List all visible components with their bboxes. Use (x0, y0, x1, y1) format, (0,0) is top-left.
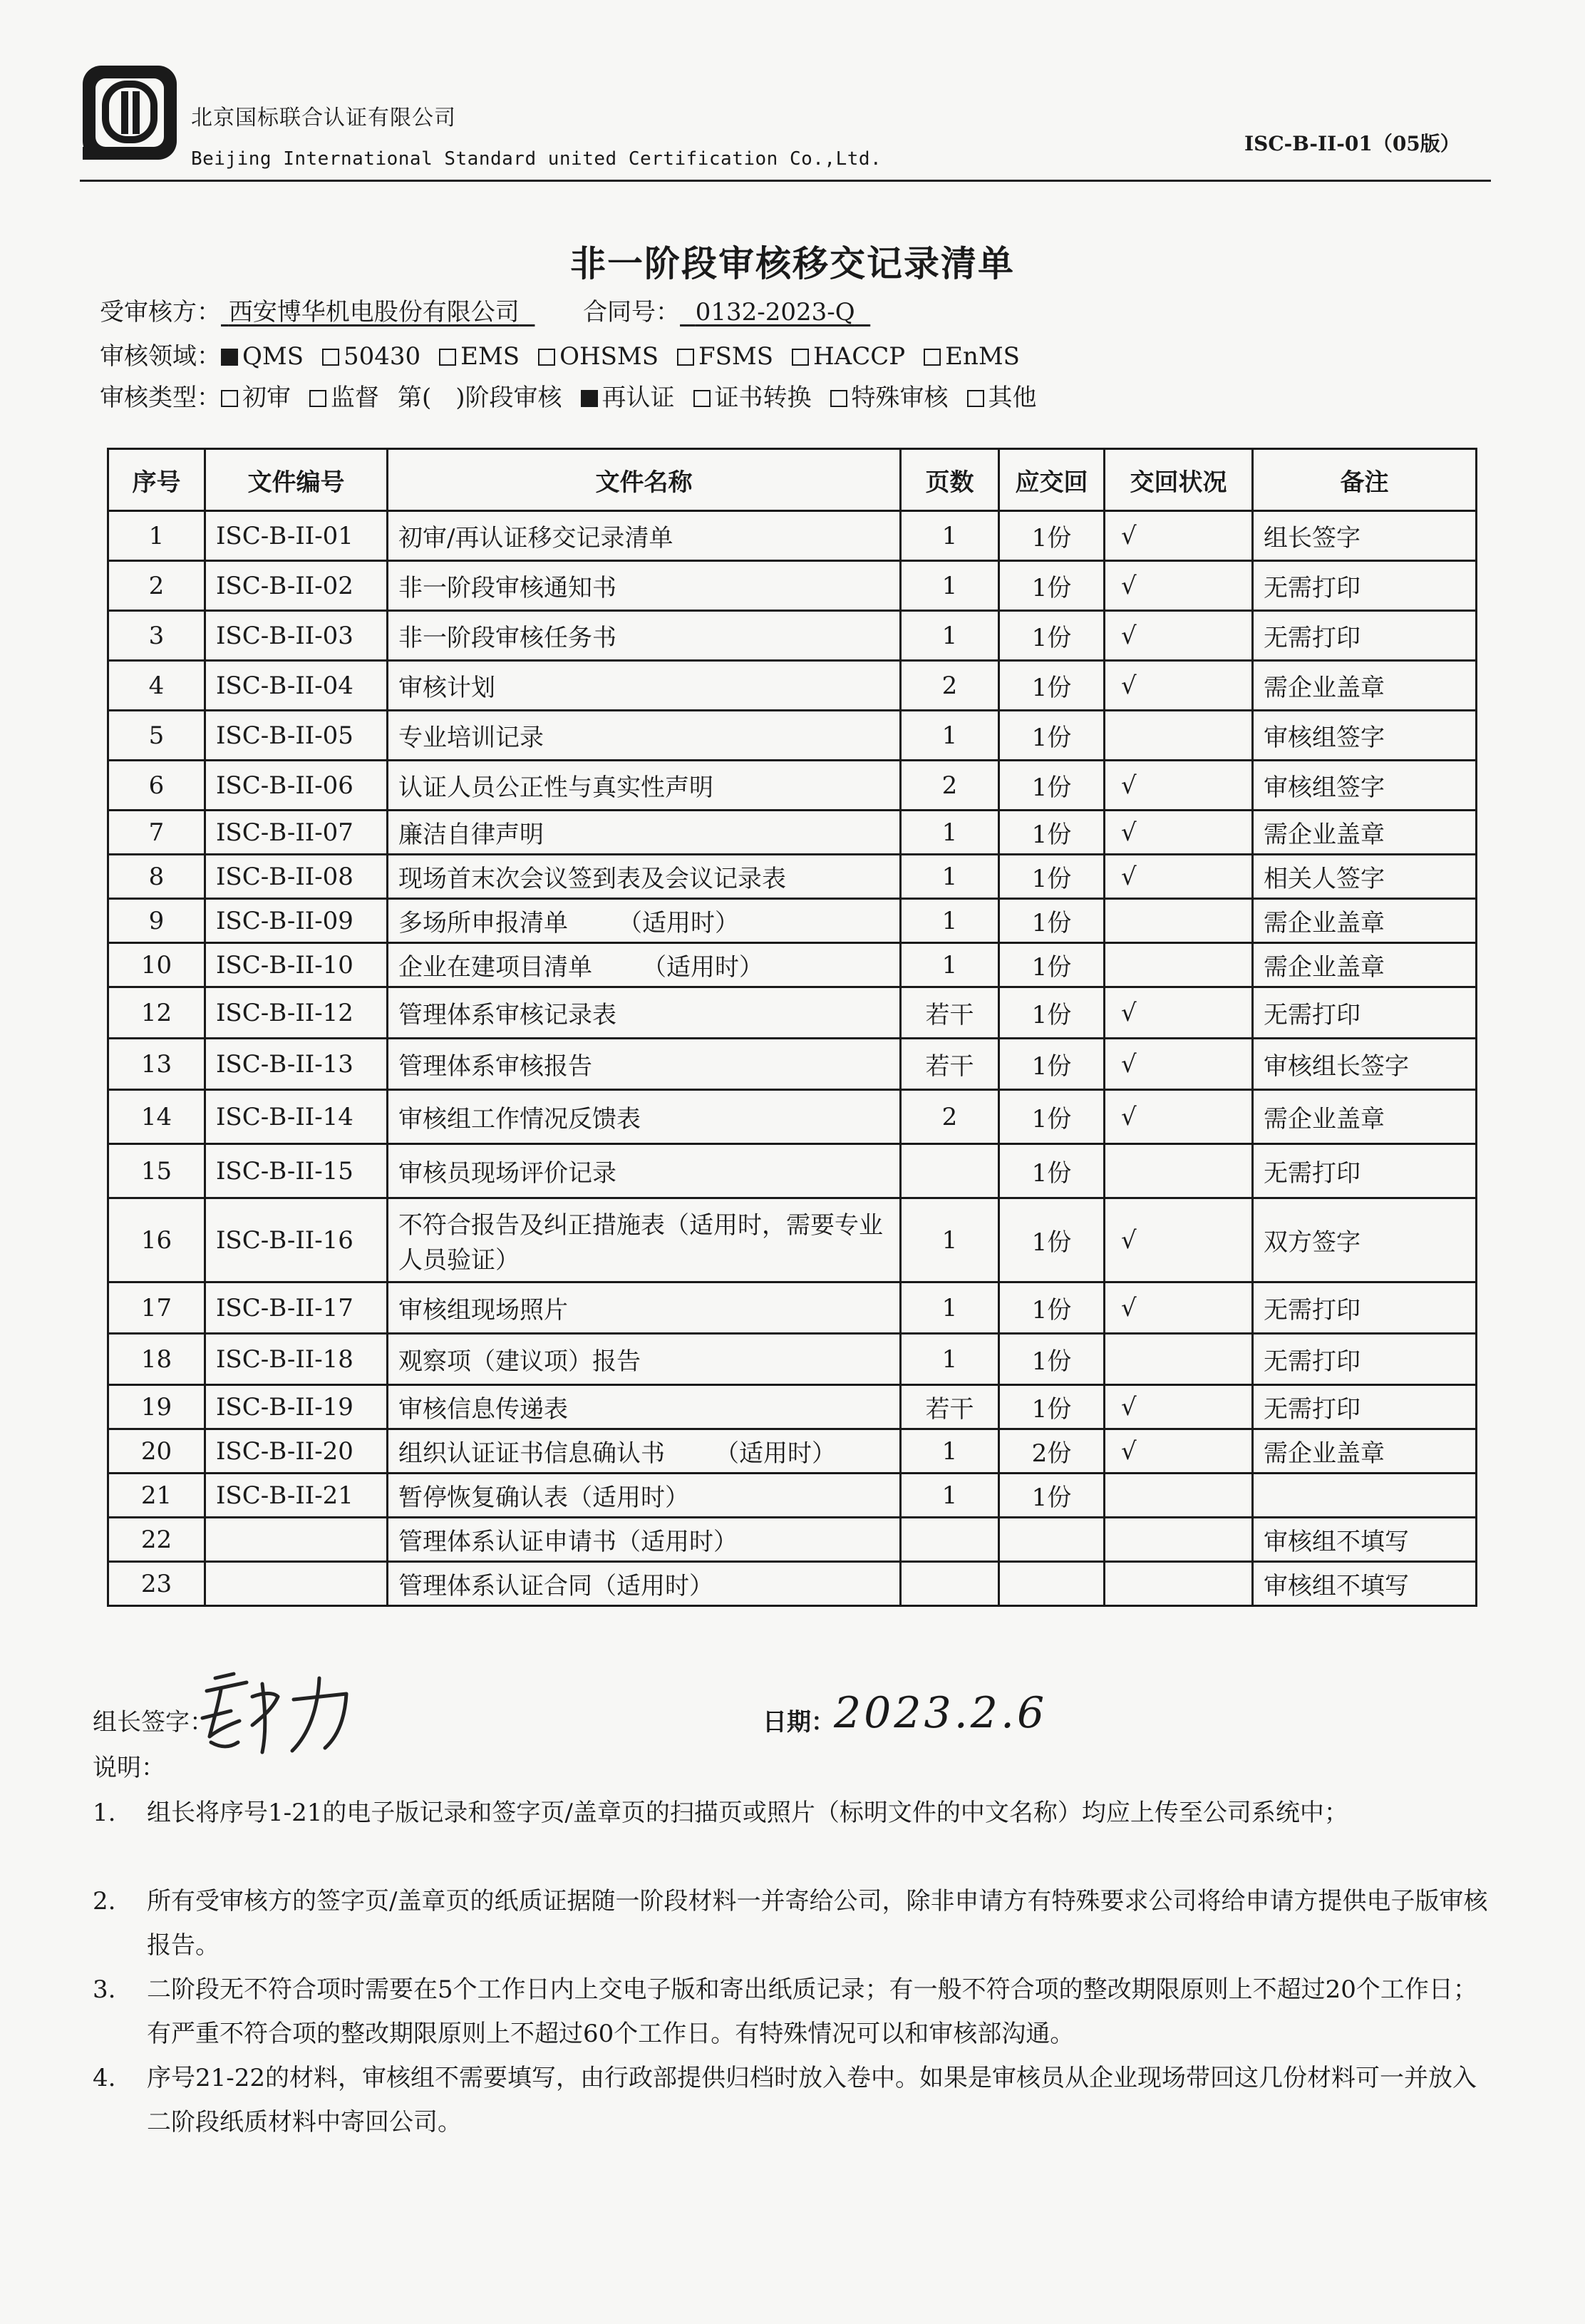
row-number-cell: 8 (108, 855, 205, 899)
row-number-cell: 2 (108, 561, 205, 611)
audit-field-option[interactable] (677, 342, 773, 371)
file-code-cell: ISC-B-II-08 (205, 855, 388, 899)
file-code-cell: ISC-B-II-09 (205, 899, 388, 943)
header-divider (80, 180, 1491, 182)
file-code-cell: ISC-B-II-01 (205, 511, 388, 561)
table-header-row (108, 449, 1477, 511)
unchecked-box-icon[interactable] (322, 349, 339, 366)
copies-due-cell: 2份 (999, 1429, 1105, 1474)
return-status-cell (1105, 1562, 1253, 1606)
file-code-cell: ISC-B-II-10 (205, 943, 388, 987)
page-count-cell: 若干 (901, 987, 999, 1039)
row-number-cell: 15 (108, 1144, 205, 1198)
audit-field-option-label: HACCP (813, 342, 906, 371)
row-number-cell: 4 (108, 661, 205, 711)
audit-field-option-label: 50430 (343, 342, 421, 371)
row-number-cell: 18 (108, 1334, 205, 1385)
applicability-note: （适用时） (642, 953, 763, 982)
audit-type-option-label: 监督 (331, 384, 379, 412)
file-code-cell: ISC-B-II-12 (205, 987, 388, 1039)
remark-cell: 审核组长签字 (1253, 1039, 1477, 1090)
remark-cell: 需企业盖章 (1253, 811, 1477, 855)
return-status-cell (1105, 943, 1253, 987)
row-number-cell: 17 (108, 1282, 205, 1334)
table-row (108, 561, 1477, 611)
remark-cell: 无需打印 (1253, 1282, 1477, 1334)
page-count-cell: 2 (901, 1090, 999, 1144)
page-count-cell (901, 1144, 999, 1198)
note-3: 3. 二阶段无不符合项时需要在5个工作日内上交电子版和寄出纸质记录；有一般不符合项的整改期限原则上不超过20个工作日；有严重不符合项的整改期限原则上不超过60个工作日。有特殊情况可以和审核部沟通。 (93, 1975, 1477, 2048)
date-label: 日期： (763, 1708, 835, 1737)
audit-field-option[interactable] (439, 342, 520, 371)
page-count-cell: 1 (901, 1474, 999, 1518)
remark-cell: 无需打印 (1253, 987, 1477, 1039)
row-number-cell: 7 (108, 811, 205, 855)
copies-due-cell: 1份 (999, 611, 1105, 661)
table-row (108, 1518, 1477, 1562)
table-row (108, 855, 1477, 899)
file-name-cell: 非一阶段审核任务书 (388, 611, 901, 661)
file-name-cell: 不符合报告及纠正措施表（适用时，需要专业人员验证） (388, 1198, 901, 1282)
table-row (108, 1562, 1477, 1606)
copies-due-cell: 1份 (999, 711, 1105, 761)
audit-field-option[interactable] (221, 342, 304, 371)
file-name-cell: 专业培训记录 (388, 711, 901, 761)
file-name-cell: 廉洁自律声明 (388, 811, 901, 855)
remark-cell: 组长签字 (1253, 511, 1477, 561)
transfer-records-table (107, 448, 1477, 1607)
copies-due-cell (999, 1562, 1105, 1606)
col-header-pages: 页数 (901, 449, 999, 511)
auditee-value: 西安博华机电股份有限公司 (228, 298, 520, 327)
row-number-cell: 9 (108, 899, 205, 943)
file-name-cell: 现场首末次会议签到表及会议记录表 (388, 855, 901, 899)
copies-due-cell: 1份 (999, 855, 1105, 899)
file-code-cell: ISC-B-II-02 (205, 561, 388, 611)
note-2: 2. 所有受审核方的签字页/盖章页的纸质证据随一阶段材料一并寄给公司，除非申请方有特殊要求公司将给申请方提供电子版审核报告。 (93, 1887, 1488, 1960)
copies-due-cell: 1份 (999, 1090, 1105, 1144)
audit-type-option[interactable] (693, 378, 812, 413)
return-status-cell (1105, 1334, 1253, 1385)
table-row (108, 943, 1477, 987)
return-status-cell (1105, 1518, 1253, 1562)
audit-field-option-label: FSMS (698, 342, 774, 371)
row-number-cell: 6 (108, 761, 205, 811)
file-name-cell: 非一阶段审核通知书 (388, 561, 901, 611)
return-status-cell (1105, 711, 1253, 761)
file-name-cell: 观察项（建议项）报告 (388, 1334, 901, 1385)
unchecked-box-icon[interactable] (967, 390, 984, 407)
audit-type-option-label: 证书转换 (714, 384, 812, 412)
file-code-cell: ISC-B-II-20 (205, 1429, 388, 1474)
table-row (108, 1282, 1477, 1334)
row-number-cell: 5 (108, 711, 205, 761)
file-name-cell: 管理体系审核记录表 (388, 987, 901, 1039)
unchecked-box-icon[interactable] (221, 390, 238, 407)
return-status-cell (1105, 1144, 1253, 1198)
return-status-cell: √ (1105, 1429, 1253, 1474)
remark-cell: 无需打印 (1253, 1334, 1477, 1385)
return-status-cell: √ (1105, 561, 1253, 611)
row-number-cell: 12 (108, 987, 205, 1039)
handwritten-signature (178, 1668, 363, 1761)
copies-due-cell: 1份 (999, 1039, 1105, 1090)
copies-due-cell: 1份 (999, 1474, 1105, 1518)
contract-value: 0132-2023-Q (695, 298, 855, 327)
page-count-cell (901, 1518, 999, 1562)
return-status-cell: √ (1105, 987, 1253, 1039)
file-code-cell: ISC-B-II-16 (205, 1198, 388, 1282)
file-code-cell: ISC-B-II-13 (205, 1039, 388, 1090)
remark-cell: 审核组不填写 (1253, 1518, 1477, 1562)
col-header-copies: 应交回 (999, 449, 1105, 511)
file-name-cell: 审核组现场照片 (388, 1282, 901, 1334)
file-name-cell: 审核信息传递表 (388, 1385, 901, 1429)
page-count-cell: 若干 (901, 1039, 999, 1090)
audit-field-option[interactable] (924, 342, 1020, 371)
leader-signature-label: 组长签字： (93, 1708, 214, 1737)
file-name-cell: 管理体系认证申请书（适用时） (388, 1518, 901, 1562)
copies-due-cell: 1份 (999, 661, 1105, 711)
company-name-en: Beijing International Standard united Certification Co.,Ltd. (191, 148, 882, 170)
audit-type-option[interactable] (967, 378, 1037, 413)
file-code-cell: ISC-B-II-05 (205, 711, 388, 761)
audit-field-options (221, 342, 1038, 371)
page-count-cell: 1 (901, 1198, 999, 1282)
copies-due-cell: 1份 (999, 899, 1105, 943)
remark-cell: 审核组签字 (1253, 711, 1477, 761)
audit-type-line (100, 378, 1055, 413)
audit-field-option-label: QMS (242, 342, 304, 371)
file-code-cell: ISC-B-II-15 (205, 1144, 388, 1198)
audit-type-option[interactable] (221, 378, 291, 413)
table-row (108, 1039, 1477, 1090)
applicability-note: （适用时） (618, 909, 739, 937)
file-code-cell (205, 1562, 388, 1606)
notes-label: 说明： (93, 1754, 165, 1782)
table-row (108, 1198, 1477, 1282)
file-code-cell: ISC-B-II-14 (205, 1090, 388, 1144)
return-status-cell: √ (1105, 1282, 1253, 1334)
audit-type-option-label: 初审 (242, 384, 291, 412)
audit-type-option-label: 再认证 (602, 384, 675, 412)
page-title: 非一阶段审核移交记录清单 (570, 242, 1015, 284)
return-status-cell: √ (1105, 1090, 1253, 1144)
remark-cell: 需企业盖章 (1253, 899, 1477, 943)
checked-box-icon[interactable] (581, 390, 598, 407)
audit-type-option-label: 特殊审核 (851, 384, 949, 412)
page-count-cell: 1 (901, 611, 999, 661)
return-status-cell: √ (1105, 611, 1253, 661)
col-header-remark: 备注 (1253, 449, 1477, 511)
audit-type-option-label: 第( )阶段审核 (398, 384, 562, 412)
col-header-code: 文件编号 (205, 449, 388, 511)
file-name-cell (388, 899, 901, 943)
page-count-cell (901, 1562, 999, 1606)
remark-cell: 无需打印 (1253, 611, 1477, 661)
copies-due-cell: 1份 (999, 987, 1105, 1039)
auditee-line (100, 292, 870, 327)
audit-field-label: 审核领域： (100, 342, 221, 371)
copies-due-cell: 1份 (999, 1334, 1105, 1385)
document-code: ISC-B-II-01（05版） (1244, 132, 1460, 155)
audit-field-option-label: EMS (460, 342, 520, 371)
file-name-cell: 审核组工作情况反馈表 (388, 1090, 901, 1144)
row-number-cell: 22 (108, 1518, 205, 1562)
note-4: 4. 序号21-22的材料，审核组不需要填写，由行政部提供归档时放入卷中。如果是审核员从企业现场带回这几份材料可一并放入二阶段纸质材料中寄回公司。 (93, 2064, 1477, 2137)
copies-due-cell: 1份 (999, 761, 1105, 811)
row-number-cell: 10 (108, 943, 205, 987)
copies-due-cell: 1份 (999, 1144, 1105, 1198)
file-name-text: 组织认证证书信息确认书 (398, 1439, 665, 1468)
table-row (108, 1144, 1477, 1198)
row-number-cell: 21 (108, 1474, 205, 1518)
unchecked-box-icon[interactable] (792, 349, 809, 366)
audit-type-option-label: 其他 (988, 384, 1037, 412)
file-name-text: 多场所申报清单 (398, 909, 568, 937)
file-code-cell (205, 1518, 388, 1562)
return-status-cell: √ (1105, 761, 1253, 811)
audit-field-option-label: EnMS (945, 342, 1020, 371)
table-row (108, 1429, 1477, 1474)
return-status-cell: √ (1105, 1198, 1253, 1282)
page-count-cell: 2 (901, 761, 999, 811)
row-number-cell: 14 (108, 1090, 205, 1144)
page-count-cell: 1 (901, 943, 999, 987)
auditee-label: 受审核方： (100, 298, 221, 327)
table-row (108, 811, 1477, 855)
audit-type-option[interactable] (830, 378, 949, 413)
copies-due-cell: 1份 (999, 1282, 1105, 1334)
isc-logo-icon (80, 63, 180, 163)
checked-box-icon[interactable] (221, 349, 238, 366)
file-name-cell: 管理体系认证合同（适用时） (388, 1562, 901, 1606)
page-count-cell: 1 (901, 1334, 999, 1385)
remark-cell: 需企业盖章 (1253, 1429, 1477, 1474)
table-row (108, 987, 1477, 1039)
col-header-name: 文件名称 (388, 449, 901, 511)
copies-due-cell: 1份 (999, 811, 1105, 855)
note-1: 1. 组长将序号1-21的电子版记录和签字页/盖章页的扫描页或照片（标明文件的中文名称）均应上传至公司系统中； (93, 1799, 1348, 1827)
page-count-cell: 1 (901, 811, 999, 855)
applicability-note: （适用时） (715, 1439, 836, 1468)
handwritten-date: 2023.2.6 (834, 1688, 1048, 1738)
file-name-text: 企业在建项目清单 (398, 953, 592, 982)
unchecked-box-icon[interactable] (830, 390, 847, 407)
audit-field-option[interactable] (792, 342, 905, 371)
row-number-cell: 20 (108, 1429, 205, 1474)
unchecked-box-icon[interactable] (693, 390, 711, 407)
return-status-cell: √ (1105, 855, 1253, 899)
audit-type-option[interactable] (309, 378, 379, 413)
remark-cell: 无需打印 (1253, 561, 1477, 611)
unchecked-box-icon[interactable] (677, 349, 694, 366)
file-name-cell (388, 943, 901, 987)
table-row (108, 1334, 1477, 1385)
audit-type-option[interactable] (581, 378, 675, 413)
return-status-cell: √ (1105, 811, 1253, 855)
table-row (108, 761, 1477, 811)
page-count-cell: 2 (901, 661, 999, 711)
copies-due-cell (999, 1518, 1105, 1562)
remark-cell: 需企业盖章 (1253, 661, 1477, 711)
unchecked-box-icon[interactable] (924, 349, 941, 366)
table-row (108, 1090, 1477, 1144)
return-status-cell: √ (1105, 1039, 1253, 1090)
file-code-cell: ISC-B-II-18 (205, 1334, 388, 1385)
col-header-status: 交回状况 (1105, 449, 1253, 511)
remark-cell: 需企业盖章 (1253, 1090, 1477, 1144)
table-row (108, 1385, 1477, 1429)
row-number-cell: 3 (108, 611, 205, 661)
remark-cell: 需企业盖章 (1253, 943, 1477, 987)
audit-type-options (221, 384, 1055, 412)
file-name-cell: 审核员现场评价记录 (388, 1144, 901, 1198)
audit-field-option[interactable] (322, 342, 420, 371)
remark-cell: 无需打印 (1253, 1385, 1477, 1429)
copies-due-cell: 1份 (999, 943, 1105, 987)
file-name-cell: 认证人员公正性与真实性声明 (388, 761, 901, 811)
audit-field-option-label: OHSMS (559, 342, 659, 371)
remark-cell: 双方签字 (1253, 1198, 1477, 1282)
file-code-cell: ISC-B-II-06 (205, 761, 388, 811)
table-row (108, 711, 1477, 761)
remark-cell: 审核组不填写 (1253, 1562, 1477, 1606)
col-header-no: 序号 (108, 449, 205, 511)
unchecked-box-icon[interactable] (538, 349, 555, 366)
return-status-cell: √ (1105, 661, 1253, 711)
file-name-cell: 暂停恢复确认表（适用时） (388, 1474, 901, 1518)
page-count-cell: 1 (901, 855, 999, 899)
file-name-cell: 管理体系审核报告 (388, 1039, 901, 1090)
audit-type-label: 审核类型： (100, 384, 221, 412)
copies-due-cell: 1份 (999, 1385, 1105, 1429)
file-code-cell: ISC-B-II-04 (205, 661, 388, 711)
audit-type-option[interactable] (398, 378, 562, 413)
contract-label: 合同号： (583, 298, 681, 327)
table-row (108, 899, 1477, 943)
table-row (108, 661, 1477, 711)
return-status-cell (1105, 1474, 1253, 1518)
return-status-cell: √ (1105, 1385, 1253, 1429)
page-count-cell: 1 (901, 711, 999, 761)
audit-field-option[interactable] (538, 342, 659, 371)
remark-cell: 无需打印 (1253, 1144, 1477, 1198)
page-count-cell: 1 (901, 1282, 999, 1334)
remark-cell (1253, 1474, 1477, 1518)
copies-due-cell: 1份 (999, 1198, 1105, 1282)
file-code-cell: ISC-B-II-19 (205, 1385, 388, 1429)
file-code-cell: ISC-B-II-03 (205, 611, 388, 661)
return-status-cell: √ (1105, 511, 1253, 561)
file-name-cell: 审核计划 (388, 661, 901, 711)
page-count-cell: 1 (901, 899, 999, 943)
file-code-cell: ISC-B-II-21 (205, 1474, 388, 1518)
row-number-cell: 23 (108, 1562, 205, 1606)
table-row (108, 1474, 1477, 1518)
remark-cell: 审核组签字 (1253, 761, 1477, 811)
row-number-cell: 19 (108, 1385, 205, 1429)
remark-cell: 相关人签字 (1253, 855, 1477, 899)
table-row (108, 511, 1477, 561)
page-count-cell: 1 (901, 1429, 999, 1474)
page-count-cell: 若干 (901, 1385, 999, 1429)
page-count-cell: 1 (901, 511, 999, 561)
table-row (108, 611, 1477, 661)
page-count-cell: 1 (901, 561, 999, 611)
row-number-cell: 13 (108, 1039, 205, 1090)
copies-due-cell: 1份 (999, 561, 1105, 611)
file-name-cell (388, 1429, 901, 1474)
file-code-cell: ISC-B-II-17 (205, 1282, 388, 1334)
return-status-cell (1105, 899, 1253, 943)
row-number-cell: 1 (108, 511, 205, 561)
company-name-cn: 北京国标联合认证有限公司 (191, 106, 456, 130)
file-name-cell: 初审/再认证移交记录清单 (388, 511, 901, 561)
unchecked-box-icon[interactable] (309, 390, 326, 407)
unchecked-box-icon[interactable] (439, 349, 456, 366)
audit-field-line (100, 336, 1038, 371)
file-code-cell: ISC-B-II-07 (205, 811, 388, 855)
copies-due-cell: 1份 (999, 511, 1105, 561)
row-number-cell: 16 (108, 1198, 205, 1282)
